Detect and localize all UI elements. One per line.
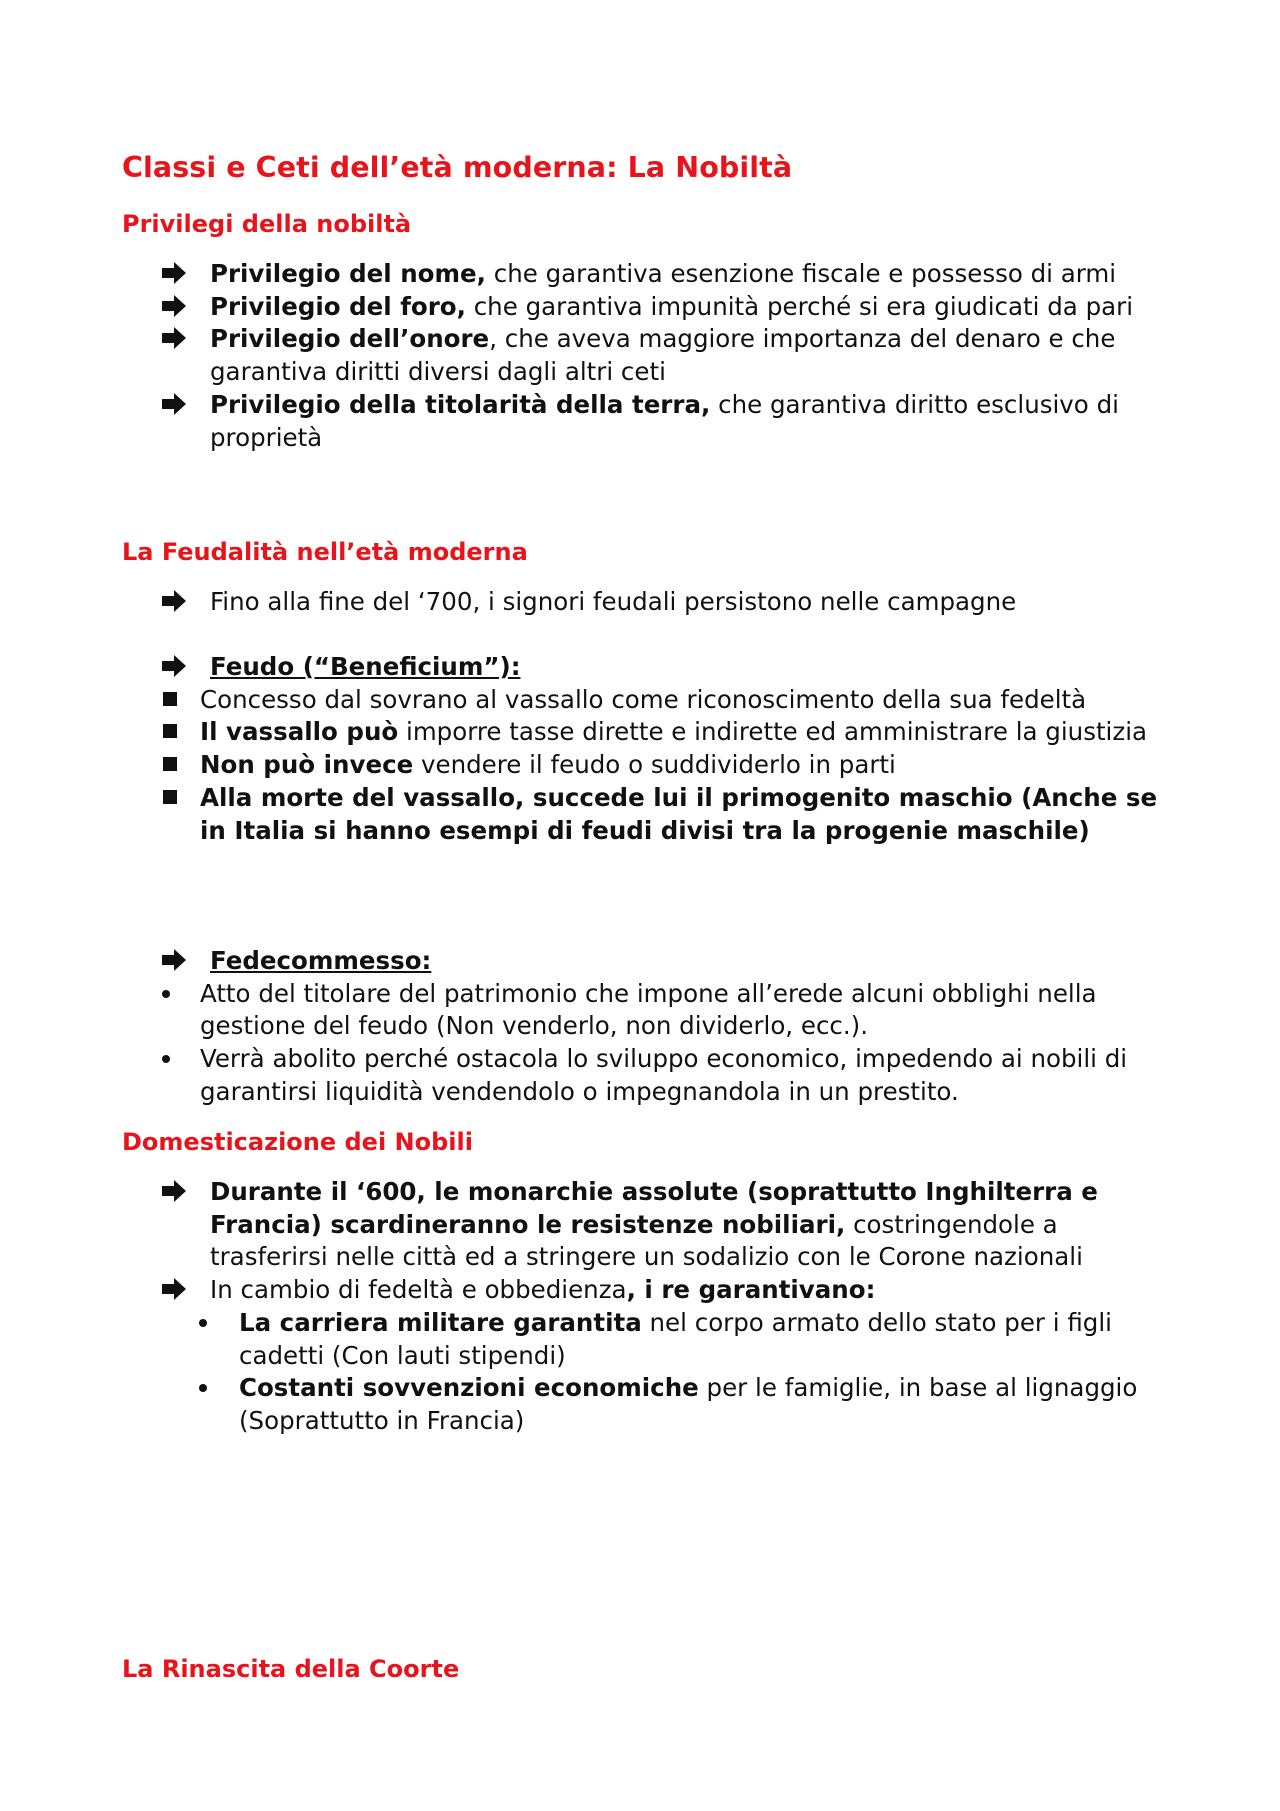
item-bold-text: Durante il ‘600, le monarchie assolute (soprattutto Inghilterra e Francia) scardineranno le resistenze nobiliari,	[210, 1177, 1098, 1239]
list-item	[0, 978, 1280, 1043]
arrow-right-icon	[160, 1176, 188, 1209]
round-bullet-icon	[162, 1043, 170, 1076]
item-bold-text: Non può invece	[200, 750, 414, 780]
list-item	[0, 1307, 1280, 1372]
arrow-right-icon	[160, 945, 188, 978]
list-item	[0, 323, 1280, 388]
item-bold-text: Privilegio del nome,	[210, 259, 486, 288]
item-text: imporre tasse dirette e indirette ed amministrare la giustizia	[398, 717, 1148, 747]
item-bold-text: La carriera militare garantita	[239, 1307, 642, 1337]
item-bold-text: Privilegio della titolarità della terra,	[210, 389, 711, 419]
feudalita-intro-list	[0, 586, 1280, 619]
round-bullet-icon	[199, 1372, 207, 1405]
item-text: che garantiva impunità perché si era giudicati da pari	[465, 291, 1134, 321]
arrow-right-icon	[160, 651, 188, 684]
list-item	[0, 1372, 1280, 1437]
round-bullet-icon	[199, 1307, 207, 1340]
list-item	[0, 1274, 1280, 1307]
arrow-right-icon	[160, 258, 188, 291]
section-heading-feudalita: La Feudalità nell’età moderna	[122, 538, 528, 566]
arrow-right-icon	[160, 389, 188, 422]
item-bold-text: Alla morte del vassallo, succede lui il primogenito maschio (Anche se in Italia si hanno esempi di feudi divisi tra la progenie maschile)	[200, 782, 1158, 845]
list-item	[0, 258, 1280, 291]
list-item	[0, 749, 1280, 782]
item-bold-text: Il vassallo può	[200, 717, 399, 747]
square-bullet-icon	[163, 684, 177, 717]
privilegi-list	[0, 258, 1280, 454]
item-text: che garantiva esenzione fiscale e possesso di armi	[485, 259, 1117, 288]
item-text: vendere il feudo o suddividerlo in parti	[413, 750, 896, 780]
arrow-right-icon	[160, 586, 188, 619]
list-item	[0, 716, 1280, 749]
item-text: nel corpo armato dello stato per i figli cadetti (Con lauti stipendi)	[239, 1307, 1112, 1370]
item-text: Atto del titolare del patrimonio che impone all’erede alcuni obblighi nella gestione del feudo (Non venderlo, non dividerlo, ecc.).	[200, 978, 1097, 1041]
arrow-right-icon	[160, 1274, 188, 1307]
item-text: Verrà abolito perché ostacola lo sviluppo economico, impedendo ai nobili di garantirsi liquidità vendendolo o impegnandola in un prestito.	[200, 1044, 1128, 1106]
domesticazione-list	[0, 1176, 1280, 1438]
section-heading-privilegi: Privilegi della nobiltà	[122, 210, 412, 238]
item-bold-text: , i re garantivano:	[626, 1275, 876, 1305]
item-bold-text: Privilegio dell’onore	[210, 324, 490, 354]
fedecommesso-label: Fedecommesso:	[210, 946, 432, 975]
page-title: Classi e Ceti dell’età moderna: La Nobiltà	[122, 151, 793, 184]
item-text: Concesso dal sovrano al vassallo come riconoscimento della sua fedeltà	[200, 684, 1087, 714]
arrow-right-icon	[160, 291, 188, 324]
square-bullet-icon	[163, 749, 177, 782]
fedecommesso-list	[0, 945, 1280, 1109]
item-bold-text: Costanti sovvenzioni economiche	[239, 1373, 699, 1403]
list-item	[0, 1043, 1280, 1108]
list-item	[0, 782, 1280, 847]
item-text: , che aveva maggiore importanza del denaro e che garantiva diritti diversi dagli altri ceti	[210, 324, 1116, 387]
feudo-label: Feudo (“Beneficium”):	[210, 652, 521, 681]
feudo-list	[0, 651, 1280, 847]
list-item	[0, 291, 1280, 324]
square-bullet-icon	[163, 782, 177, 815]
section-heading-rinascita: La Rinascita della Coorte	[122, 1655, 460, 1683]
square-bullet-icon	[163, 716, 177, 749]
list-item	[0, 1176, 1280, 1274]
section-heading-domesticazione: Domesticazione dei Nobili	[122, 1128, 473, 1156]
list-item	[0, 684, 1280, 717]
list-item	[0, 945, 1280, 978]
item-text: per le famiglie, in base al lignaggio (Soprattutto in Francia)	[239, 1373, 1138, 1435]
item-text: costringendole a trasferirsi nelle città ed a stringere un sodalizio con le Corone nazionali	[210, 1209, 1083, 1272]
item-text: Fino alla fine del ‘700, i signori feudali persistono nelle campagne	[210, 587, 1017, 616]
list-item	[0, 389, 1280, 454]
round-bullet-icon	[162, 978, 170, 1011]
list-item	[0, 651, 1280, 684]
arrow-right-icon	[160, 323, 188, 356]
list-item	[0, 586, 1280, 619]
item-text: che garantiva diritto esclusivo di proprietà	[210, 389, 1119, 452]
item-bold-text: Privilegio del foro,	[210, 291, 466, 321]
item-text: In cambio di fedeltà e obbedienza	[210, 1275, 627, 1305]
